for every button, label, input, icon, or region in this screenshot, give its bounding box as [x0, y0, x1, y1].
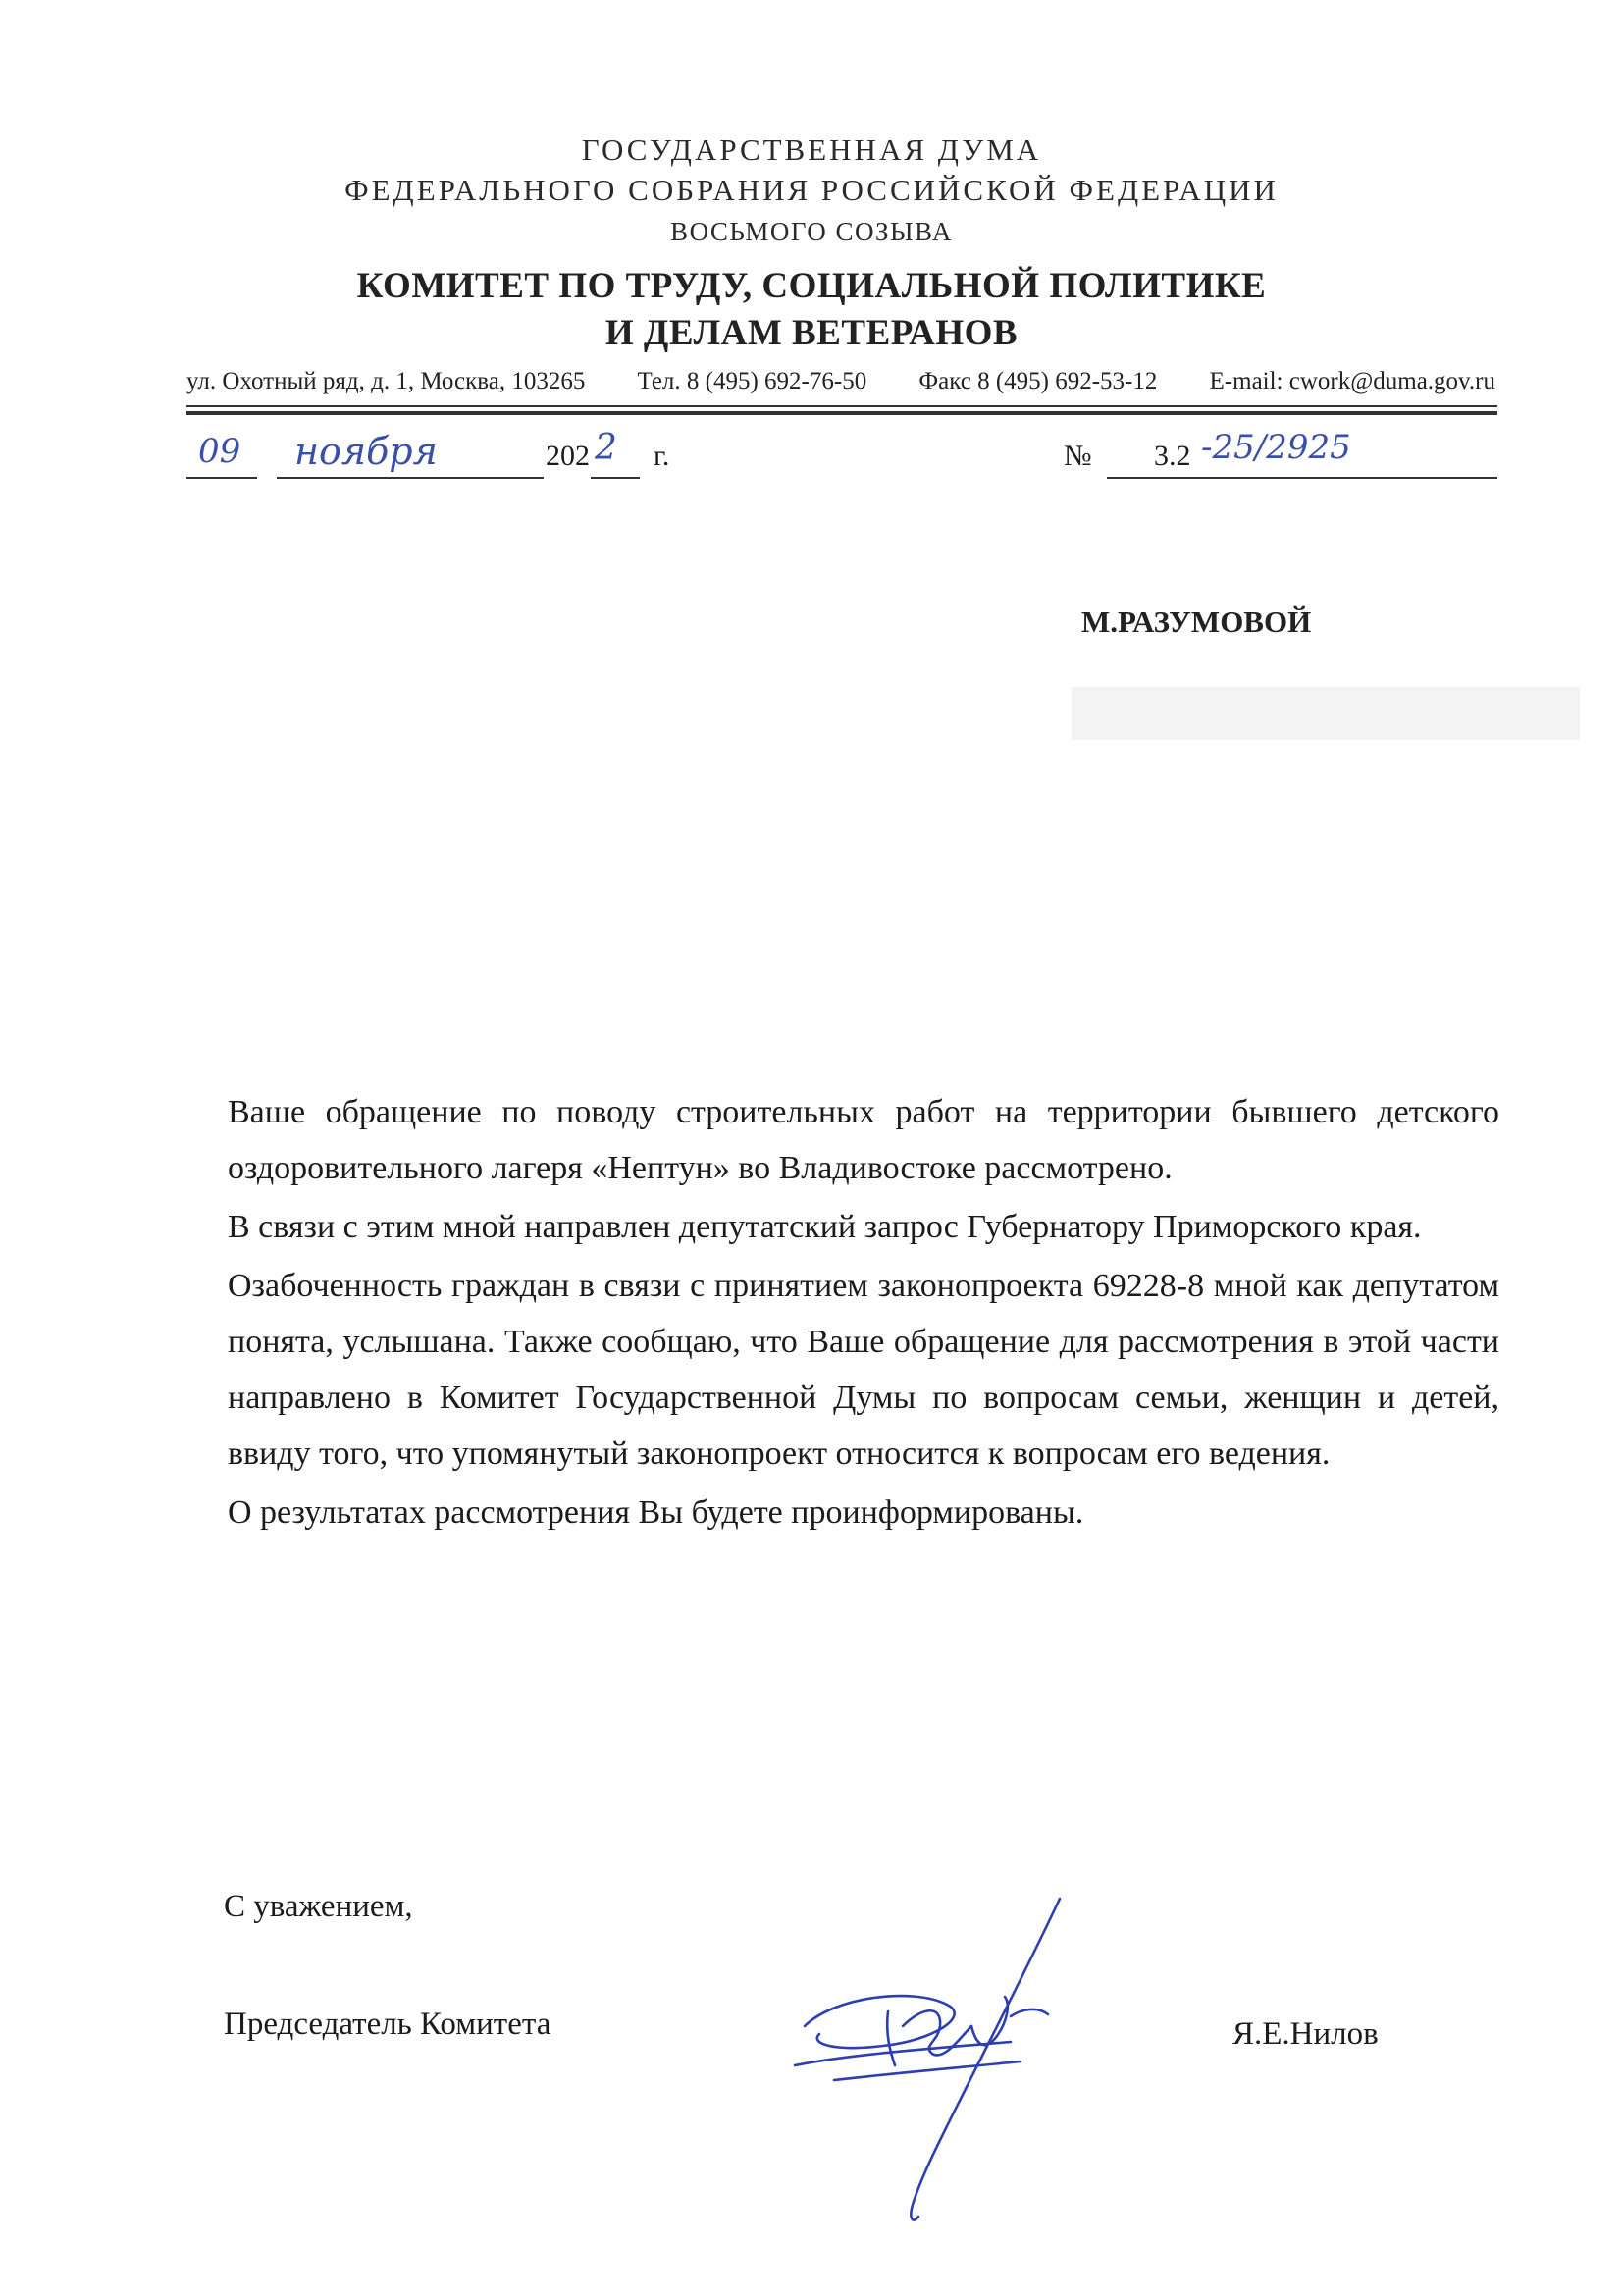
org-name-line2: ФЕДЕРАЛЬНОГО СОБРАНИЯ РОССИЙСКОЙ ФЕДЕРАЦИИ: [344, 173, 1279, 207]
signatory-position: Председатель Комитета: [224, 2007, 551, 2042]
phone: Тел. 8 (495) 692-76-50: [637, 368, 867, 394]
handwritten-signature: [775, 1879, 1099, 2271]
contact-line: [186, 368, 1495, 395]
date-year-suffix: 2: [595, 428, 617, 468]
org-name-line1: ГОСУДАРСТВЕННАЯ ДУМА: [581, 132, 1042, 167]
paragraph-3: Озабоченность граждан в связи с принятием законопроекта 69228-8 мной как депутатом понята, услышана. Также сообщаю, что Ваше обращение для рассмотрения в этой части направлено в Комитет Государственной Думы по вопросам семьи, женщин и детей, ввиду того, что упомянутый законопроект относится к вопросам его ведения.: [228, 1268, 1499, 1472]
date-line: [186, 428, 697, 491]
paragraph-2: В связи с этим мной направлен депутатский запрос Губернатору Приморского края.: [228, 1209, 1422, 1245]
email: E-mail: cwork@duma.gov.ru: [1209, 368, 1495, 394]
number-printed: 3.2: [1154, 440, 1191, 472]
date-month: ноября: [294, 430, 438, 473]
addressee: М.РАЗУМОВОЙ: [1081, 604, 1312, 639]
paragraph-1: Ваше обращение по поводу строительных работ на территории бывшего детского оздоровительного лагеря «Нептун» во Владивостоке рассмотрено.: [228, 1094, 1499, 1186]
number-handwritten: -25/2925: [1201, 428, 1351, 467]
outgoing-number: [1064, 428, 1515, 491]
date-year-mark: г.: [654, 440, 670, 472]
fax: Факс 8 (495) 692-53-12: [918, 368, 1158, 394]
number-sign: №: [1064, 440, 1092, 472]
header-divider-thick: [186, 411, 1497, 415]
date-year-prefix: 202: [546, 440, 590, 472]
signatory-name: Я.Е.Нилов: [1232, 2016, 1379, 2052]
address: ул. Охотный ряд, д. 1, Москва, 103265: [186, 368, 586, 394]
letter-body: [228, 1084, 1499, 1540]
header-divider: [186, 405, 1497, 407]
date-day: 09: [198, 432, 241, 471]
committee-name-line2: И ДЕЛАМ ВЕТЕРАНОВ: [604, 313, 1019, 353]
convocation: ВОСЬМОГО СОЗЫВА: [670, 217, 953, 246]
committee-name-line1: КОМИТЕТ ПО ТРУДУ, СОЦИАЛЬНОЙ ПОЛИТИКЕ: [356, 266, 1267, 306]
redacted-block: [1072, 687, 1580, 740]
closing-regards: С уважением,: [224, 1889, 413, 1924]
paragraph-4: О результатах рассмотрения Вы будете проинформированы.: [228, 1494, 1084, 1531]
